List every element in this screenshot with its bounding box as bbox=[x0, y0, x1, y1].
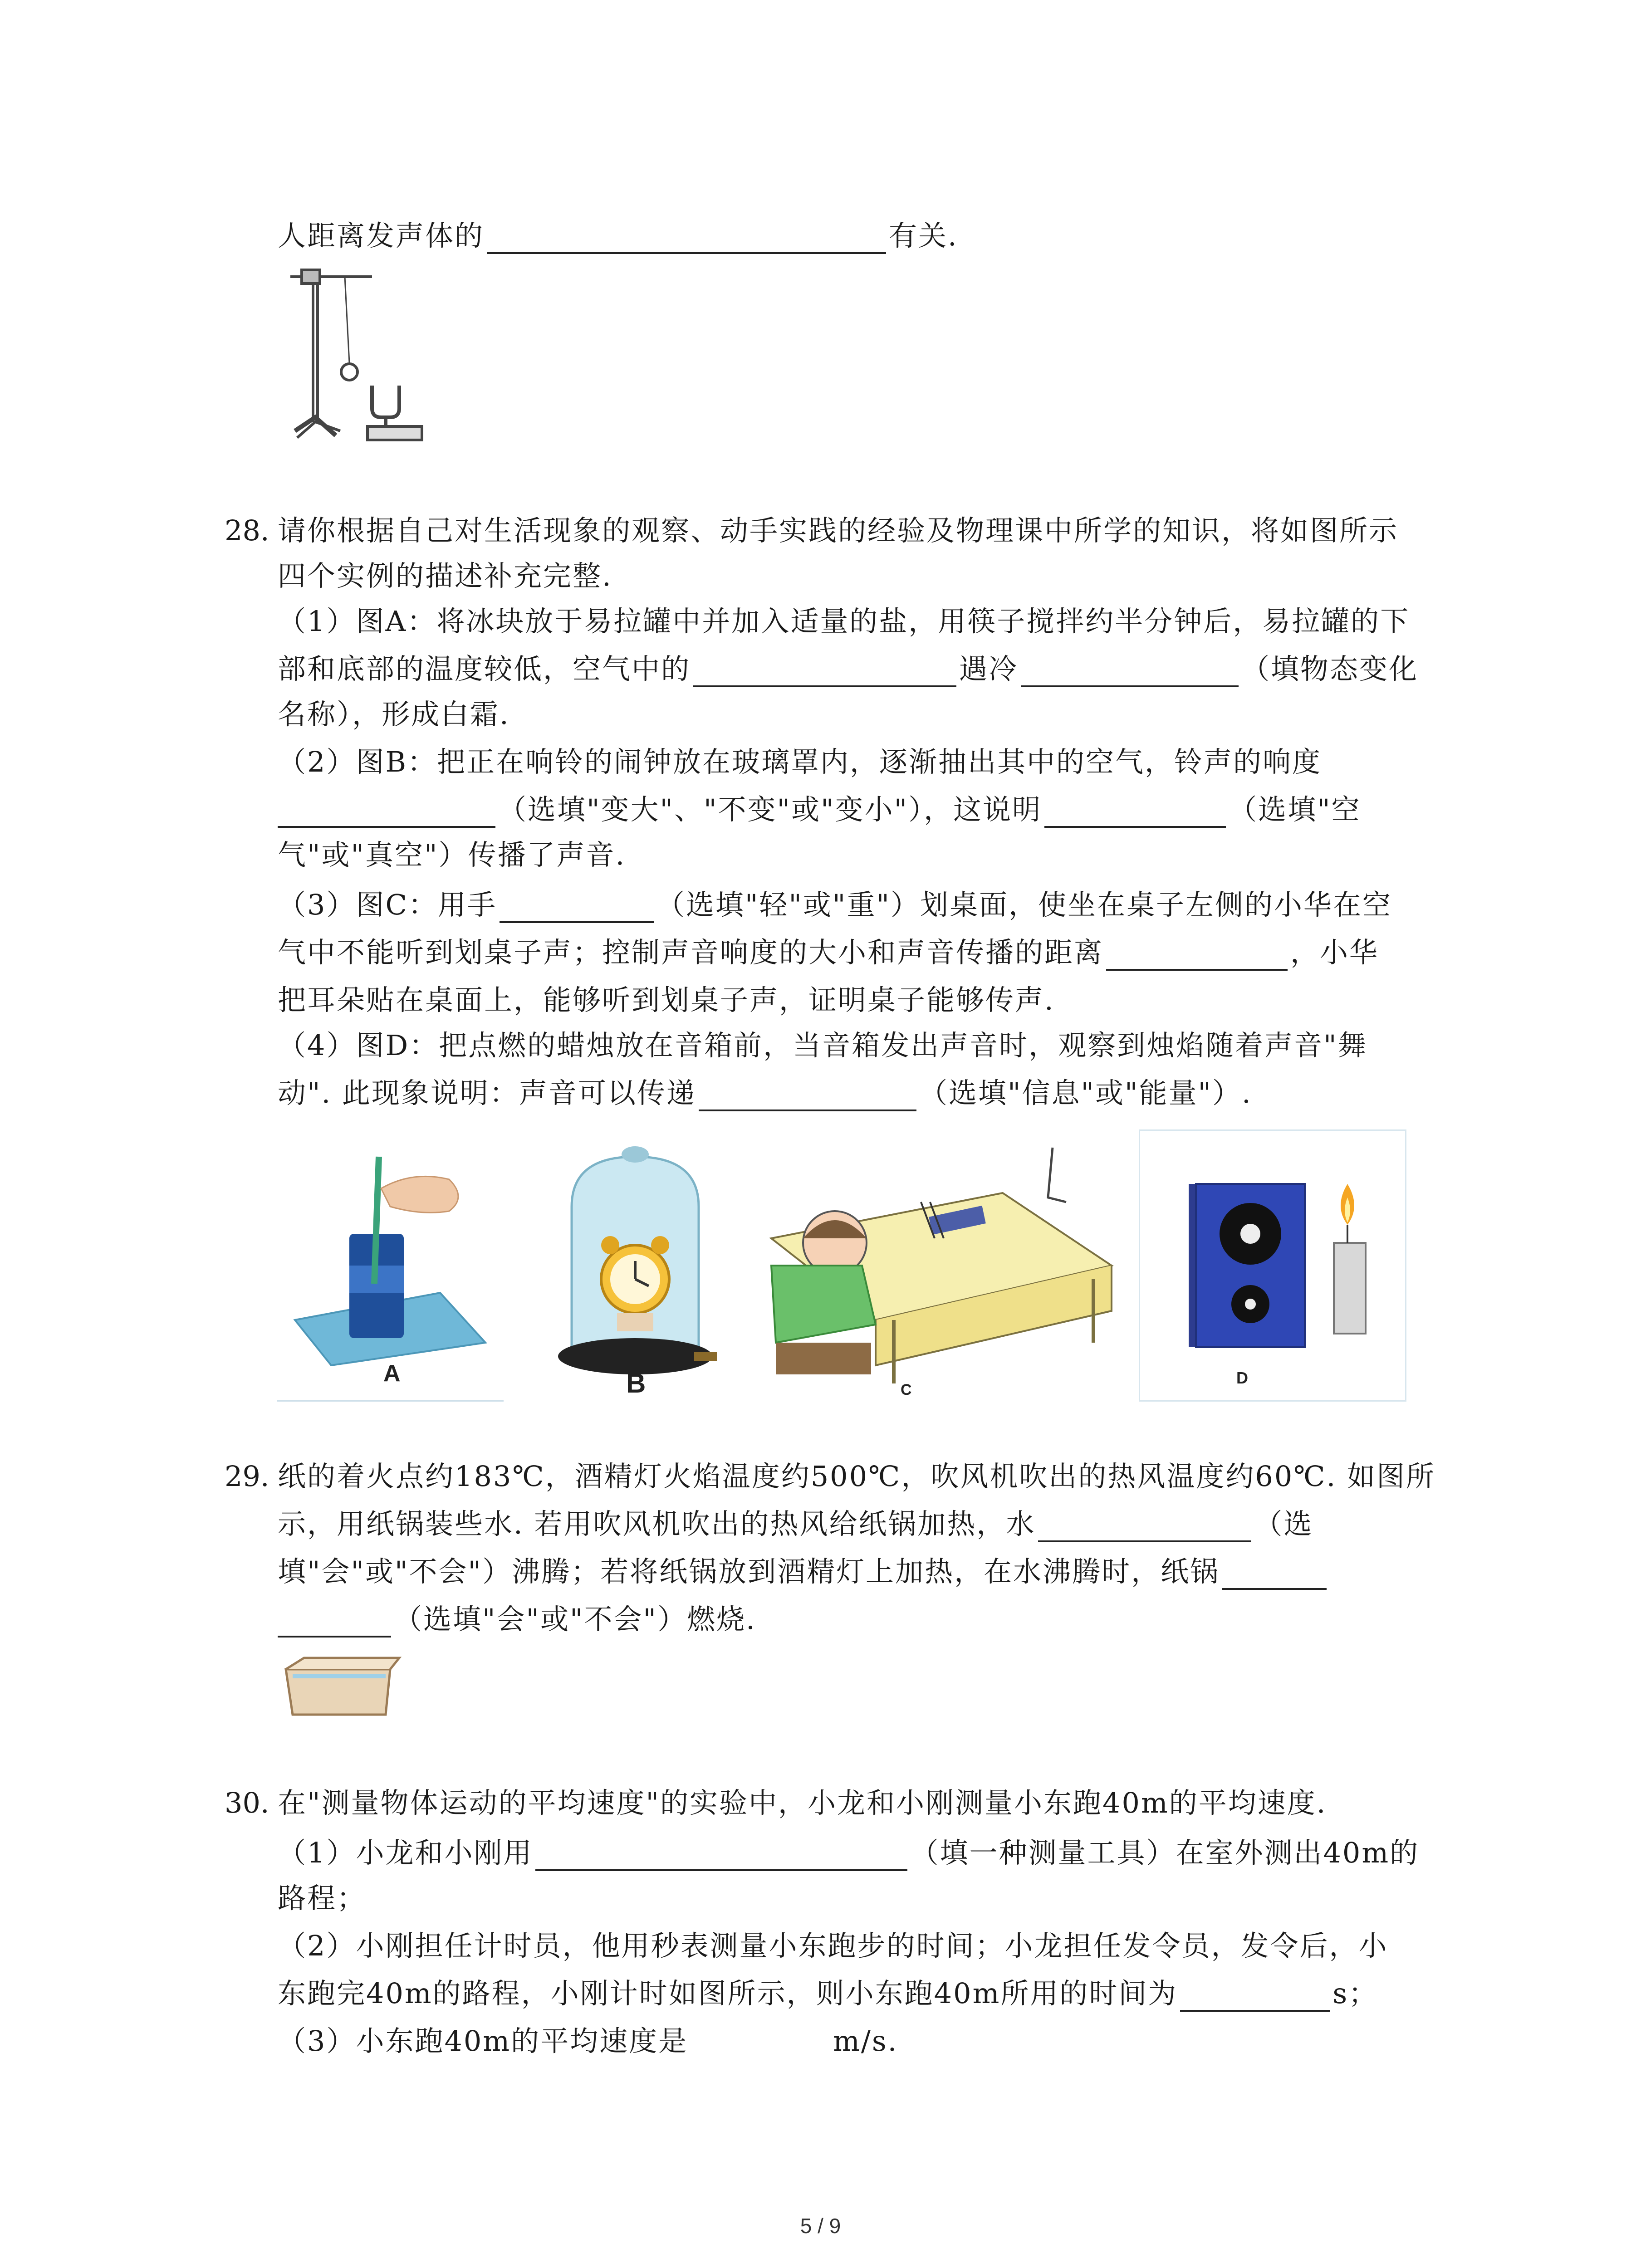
answer-blank[interactable] bbox=[278, 796, 495, 828]
q29-line2: 示，用纸锅装些水. 若用吹风机吹出的热风给纸锅加热，水 （选 bbox=[278, 1506, 1313, 1542]
q28-part4-line1: （4）图D：把点燃的蜡烛放在音箱前，当音箱发出声音时，观察到烛焰随着声音"舞 bbox=[278, 1029, 1367, 1062]
q30-part2-line1: （2）小刚担任计时员，他用秒表测量小东跑步的时间；小龙担任发令员，发令后，小 bbox=[278, 1929, 1388, 1962]
q28-part3-line3: 把耳朵贴在桌面上，能够听到划桌子声，证明桌子能够传声. bbox=[278, 983, 1055, 1017]
figure-b-bell-jar bbox=[540, 1129, 730, 1402]
answer-blank[interactable] bbox=[1106, 939, 1288, 971]
q30-part1-line2: 路程； bbox=[278, 1882, 367, 1915]
q30-part3-line1: （3）小东跑40m的平均速度是 m/s. bbox=[278, 2024, 898, 2058]
page-number: 5 / 9 bbox=[800, 2214, 841, 2238]
q28-part2-line2: （选填"变大"、"不变"或"变小"），这说明 （选填"空 bbox=[278, 792, 1361, 828]
answer-blank[interactable] bbox=[500, 891, 654, 923]
q27-tail-line: 人距离发声体的 有关. bbox=[278, 218, 958, 254]
paper-pot-figure bbox=[277, 1651, 404, 1724]
figure-d-label: D bbox=[1236, 1369, 1248, 1387]
q28-number: 28. bbox=[225, 514, 269, 547]
figure-b-label: B bbox=[626, 1368, 646, 1398]
q28-part3-line2: 气中不能听到划桌子声；控制声音响度的大小和声音传播的距离 ，小华 bbox=[278, 934, 1379, 971]
answer-blank[interactable] bbox=[1044, 796, 1226, 828]
q28-part1-line1: （1）图A：将冰块放于易拉罐中并加入适量的盐，用筷子搅拌约半分钟后，易拉罐的下 bbox=[278, 605, 1410, 638]
figure-a-can-ice bbox=[277, 1129, 504, 1402]
figure-c-desk bbox=[758, 1129, 1121, 1402]
q30-part2-line2: 东跑完40m的路程，小刚计时如图所示，则小东跑40m所用的时间为 s； bbox=[278, 1975, 1378, 2012]
figure-d-speaker-candle bbox=[1139, 1129, 1406, 1402]
answer-blank[interactable] bbox=[1021, 655, 1239, 687]
q29-line1: 纸的着火点约183℃，酒精灯火焰温度约500℃，吹风机吹出的热风温度约60℃. 如图所 bbox=[278, 1460, 1436, 1493]
q30-line1: 在"测量物体运动的平均速度"的实验中，小龙和小刚测量小东跑40m的平均速度. bbox=[278, 1786, 1327, 1819]
q28-part3-line1: （3）图C：用手 （选填"轻"或"重"）划桌面，使坐在桌子左侧的小华在空 bbox=[278, 887, 1392, 923]
answer-blank[interactable] bbox=[487, 222, 886, 254]
q28-part1-line2: 部和底部的温度较低，空气中的 遇冷 （填物态变化 bbox=[278, 651, 1418, 687]
q28-intro-line2: 四个实例的描述补充完整. bbox=[278, 559, 612, 592]
tuning-fork-pendulum-figure bbox=[277, 259, 458, 449]
q28-part2-line3: 气"或"真空"）传播了声音. bbox=[278, 838, 626, 871]
q29-line3: 填"会"或"不会"）沸腾；若将纸锅放到酒精灯上加热，在水沸腾时，纸锅 bbox=[278, 1554, 1329, 1590]
q30-part1-line1: （1）小龙和小刚用 （填一种测量工具）在室外测出40m的 bbox=[278, 1835, 1419, 1871]
answer-blank[interactable] bbox=[278, 1606, 391, 1637]
answer-blank[interactable] bbox=[535, 1839, 907, 1871]
q28-intro-line1: 请你根据自己对生活现象的观察、动手实践的经验及物理课中所学的知识，将如图所示 bbox=[278, 514, 1399, 547]
q28-part2-line1: （2）图B：把正在响铃的闹钟放在玻璃罩内，逐渐抽出其中的空气，铃声的响度 bbox=[278, 745, 1322, 778]
q29-line4: （选填"会"或"不会"）燃烧. bbox=[278, 1601, 756, 1637]
figure-a-label: A bbox=[383, 1360, 401, 1387]
answer-blank[interactable] bbox=[1180, 1980, 1330, 2012]
q28-part1-line3: 名称），形成白霜. bbox=[278, 698, 510, 731]
answer-blank[interactable] bbox=[693, 655, 956, 687]
q29-number: 29. bbox=[225, 1460, 269, 1493]
q30-number: 30. bbox=[225, 1786, 269, 1819]
figure-c-label: C bbox=[901, 1381, 912, 1398]
answer-blank[interactable] bbox=[1222, 1558, 1327, 1590]
answer-blank[interactable] bbox=[1038, 1510, 1251, 1542]
answer-blank[interactable] bbox=[699, 1080, 916, 1111]
q28-part4-line2: 动". 此现象说明：声音可以传递 （选填"信息"或"能量"）. bbox=[278, 1075, 1252, 1111]
